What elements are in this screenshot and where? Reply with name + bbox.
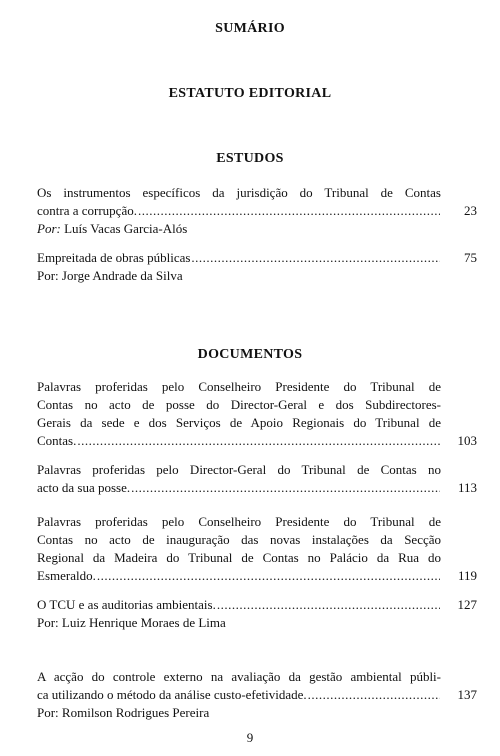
editorial-heading: ESTATUTO EDITORIAL [168, 86, 332, 101]
toc-entry-title-line: Palavras proferidas pelo Conselheiro Presidente do Tribunal de [37, 379, 441, 394]
toc-entry-author [37, 704, 477, 722]
studies-heading: ESTUDOS [216, 151, 284, 166]
author-prefix: Por: [37, 221, 61, 236]
toc-page-number: 75 [464, 250, 477, 265]
toc-entry-title-end: contra a corrupção. [37, 203, 137, 218]
toc-entry-author [37, 220, 477, 238]
summary-heading: SUMÁRIO [215, 21, 285, 36]
dot-leader [308, 686, 440, 704]
toc-page-number: 127 [457, 597, 477, 612]
toc-entry-title-end: Empreitada de obras públicas [37, 250, 191, 265]
toc-page-number: 137 [457, 687, 477, 702]
author-name: Jorge Andrade da Silva [61, 268, 183, 283]
toc-entry-title-line: Palavras proferidas pelo Conselheiro Presidente do Tribunal de [37, 514, 441, 529]
toc-page-number: 113 [457, 480, 477, 495]
toc-entry-last-line [37, 567, 477, 585]
toc-page-number: 103 [457, 433, 477, 448]
toc-entry-document-1[interactable] [37, 378, 477, 450]
toc-entry-title-end: acto da sua posse. [37, 480, 131, 495]
toc-entry-study-2[interactable] [37, 249, 477, 285]
toc-entry-author [37, 614, 477, 632]
dot-leader [191, 249, 440, 267]
author-name: Luiz Henrique Moraes de Lima [61, 615, 226, 630]
toc-entry-title-line: A acção do controle externo na avaliação da gestão ambiental públi- [37, 669, 441, 684]
toc-entry-document-5[interactable] [37, 668, 477, 722]
toc-entry-author [37, 267, 477, 285]
toc-entry-last-line [37, 202, 477, 220]
toc-entry-last-line [37, 479, 477, 497]
toc-entry-title-end: Contas. [37, 433, 77, 448]
toc-entry-title-line: Os instrumentos específicos da jurisdição do Tribunal de Contas [37, 185, 441, 200]
toc-entry-title-line: Regional da Madeira do Tribunal de Contas no Palácio da Rua do [37, 550, 441, 565]
dot-leader [77, 432, 440, 450]
dot-leader [217, 596, 440, 614]
author-prefix: Por: [37, 615, 59, 630]
author-name: Luís Vacas Garcia-Alós [64, 221, 188, 236]
toc-page-number: 23 [464, 203, 477, 218]
toc-entry-document-2[interactable] [37, 461, 477, 497]
toc-entry-last-line [37, 686, 477, 704]
dot-leader [131, 479, 440, 497]
dot-leader [138, 202, 440, 220]
toc-entry-title-line: Palavras proferidas pelo Director-Geral do Tribunal de Contas no [37, 462, 441, 477]
toc-entry-title-line: Gerais da sede e dos Serviços de Apoio Regionais do Tribunal de [37, 415, 441, 430]
toc-entry-title-line: Contas no acto de posse do Director-Geral e dos Subdirectores- [37, 397, 441, 412]
toc-entry-title-end: O TCU e as auditorias ambientais. [37, 597, 216, 612]
documents-heading: DOCUMENTOS [197, 347, 303, 362]
toc-page-number: 119 [457, 568, 477, 583]
toc-entry-document-3[interactable] [37, 513, 477, 585]
dot-leader [97, 567, 440, 585]
author-name: Romilson Rodrigues Pereira [61, 705, 210, 720]
toc-entry-last-line [37, 596, 477, 614]
toc-entry-title-end: ca utilizando o método da análise custo-efetividade. [37, 687, 307, 702]
author-prefix: Por: [37, 705, 59, 720]
toc-entry-document-4[interactable] [37, 596, 477, 632]
author-prefix: Por: [37, 268, 59, 283]
toc-entry-title-line: Contas no acto de inauguração das novas instalações da Secção [37, 532, 441, 547]
toc-entry-last-line [37, 249, 477, 267]
toc-entry-study-1[interactable] [37, 184, 477, 238]
page-number: 9 [246, 730, 254, 745]
toc-entry-title-end: Esmeraldo. [37, 568, 96, 583]
toc-entry-last-line [37, 432, 477, 450]
